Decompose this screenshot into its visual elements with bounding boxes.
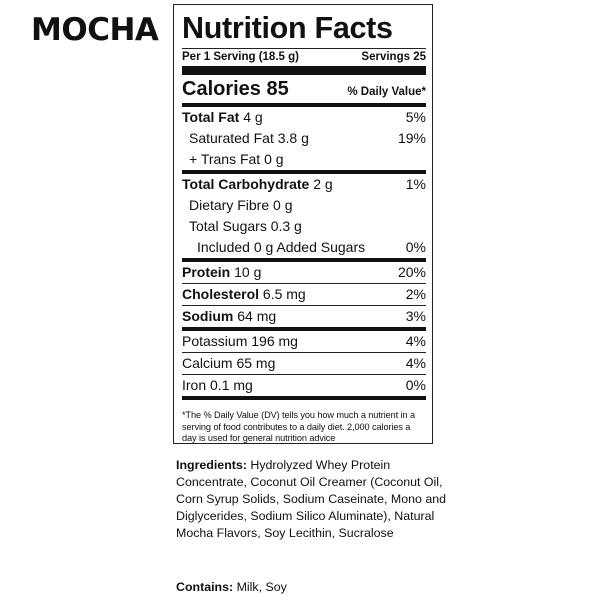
nutrition-facts-panel <box>173 4 433 444</box>
calories-row <box>182 75 426 103</box>
nutrient-name: Included 0 g Added Sugars <box>197 239 366 255</box>
nutrient-amount: 10 g <box>234 264 262 280</box>
divider-medium <box>182 396 426 400</box>
nutrition-facts-title: Nutrition Facts <box>182 11 393 45</box>
nutrient-row-total-sugars <box>182 216 426 237</box>
nutrient-amount: 4 g <box>243 109 263 125</box>
contains-label: Contains: <box>176 580 234 594</box>
nutrient-name: Iron 0.1 mg <box>182 377 253 393</box>
nutrient-row-calcium <box>182 353 426 374</box>
nutrient-row-protein <box>182 262 426 283</box>
nutrient-name: Potassium 196 mg <box>182 333 298 349</box>
serving-info <box>182 49 426 66</box>
nutrient-dv: 1% <box>405 176 426 192</box>
nutrient-row-potassium <box>182 331 426 352</box>
flavor-title: MOCHA <box>31 12 159 48</box>
nutrient-row-iron <box>182 375 426 396</box>
ingredients-block <box>176 457 446 542</box>
nutrient-name: Sodium <box>182 308 234 324</box>
nutrient-row-saturated-fat <box>182 128 426 149</box>
ingredients-label: Ingredients: <box>176 458 247 472</box>
nutrient-dv: 2% <box>405 286 426 302</box>
nutrient-name: Dietary Fibre 0 g <box>189 197 293 213</box>
nutrient-row-trans-fat <box>182 149 426 170</box>
nutrient-name: Protein <box>182 264 231 280</box>
nutrient-name: Cholesterol <box>182 286 260 302</box>
nutrient-amount: 6.5 mg <box>262 286 306 302</box>
serving-size: Per 1 Serving (18.5 g) <box>182 51 299 63</box>
nutrient-amount: 64 mg <box>237 308 277 324</box>
nutrient-row-total-fat <box>182 107 426 128</box>
divider-thick <box>182 66 426 75</box>
contains-text: Milk, Soy <box>236 580 287 594</box>
nutrient-dv: 4% <box>405 333 426 349</box>
nutrient-name: Saturated Fat 3.8 g <box>189 130 309 146</box>
nutrient-dv: 19% <box>397 130 426 146</box>
nutrient-row-total-carbohydrate <box>182 174 426 195</box>
nutrient-name: Total Sugars 0.3 g <box>189 218 302 234</box>
contains-block <box>176 579 287 596</box>
nutrient-name: Total Fat <box>182 109 240 125</box>
nutrient-row-dietary-fibre <box>182 195 426 216</box>
servings-count: Servings 25 <box>361 51 426 63</box>
nutrient-dv: 20% <box>397 264 426 280</box>
nutrient-dv: 0% <box>405 377 426 393</box>
daily-value-header: % Daily Value* <box>347 86 426 98</box>
calories: Calories 85 <box>182 78 289 100</box>
daily-value-footnote: *The % Daily Value (DV) tells you how much a nutrient in a serving of food contributes to a daily diet. 2,000 calories a day is used for general nutrition advice <box>182 410 416 443</box>
ingredients-text: Hydrolyzed Whey Protein Concentrate, Coconut Oil Creamer (Coconut Oil, Corn Syrup Solids, Sodium Caseinate, Mono and Diglycerides, Sodium Silico Aluminate), Natural Mocha Flavors, Soy Lecithin, Sucralose <box>176 458 446 540</box>
nutrient-row-sodium <box>182 306 426 327</box>
nutrient-dv: 3% <box>405 308 426 324</box>
nutrient-amount: 2 g <box>313 176 333 192</box>
nutrient-dv: 4% <box>405 355 426 371</box>
nutrient-row-added-sugars <box>182 237 426 258</box>
nutrient-dv: 0% <box>405 239 426 255</box>
nutrient-name: Calcium 65 mg <box>182 355 276 371</box>
nutrient-name: Total Carbohydrate <box>182 176 310 192</box>
nutrient-row-cholesterol <box>182 284 426 305</box>
nutrient-dv: 5% <box>405 109 426 125</box>
nutrient-name: + Trans Fat 0 g <box>189 151 284 167</box>
